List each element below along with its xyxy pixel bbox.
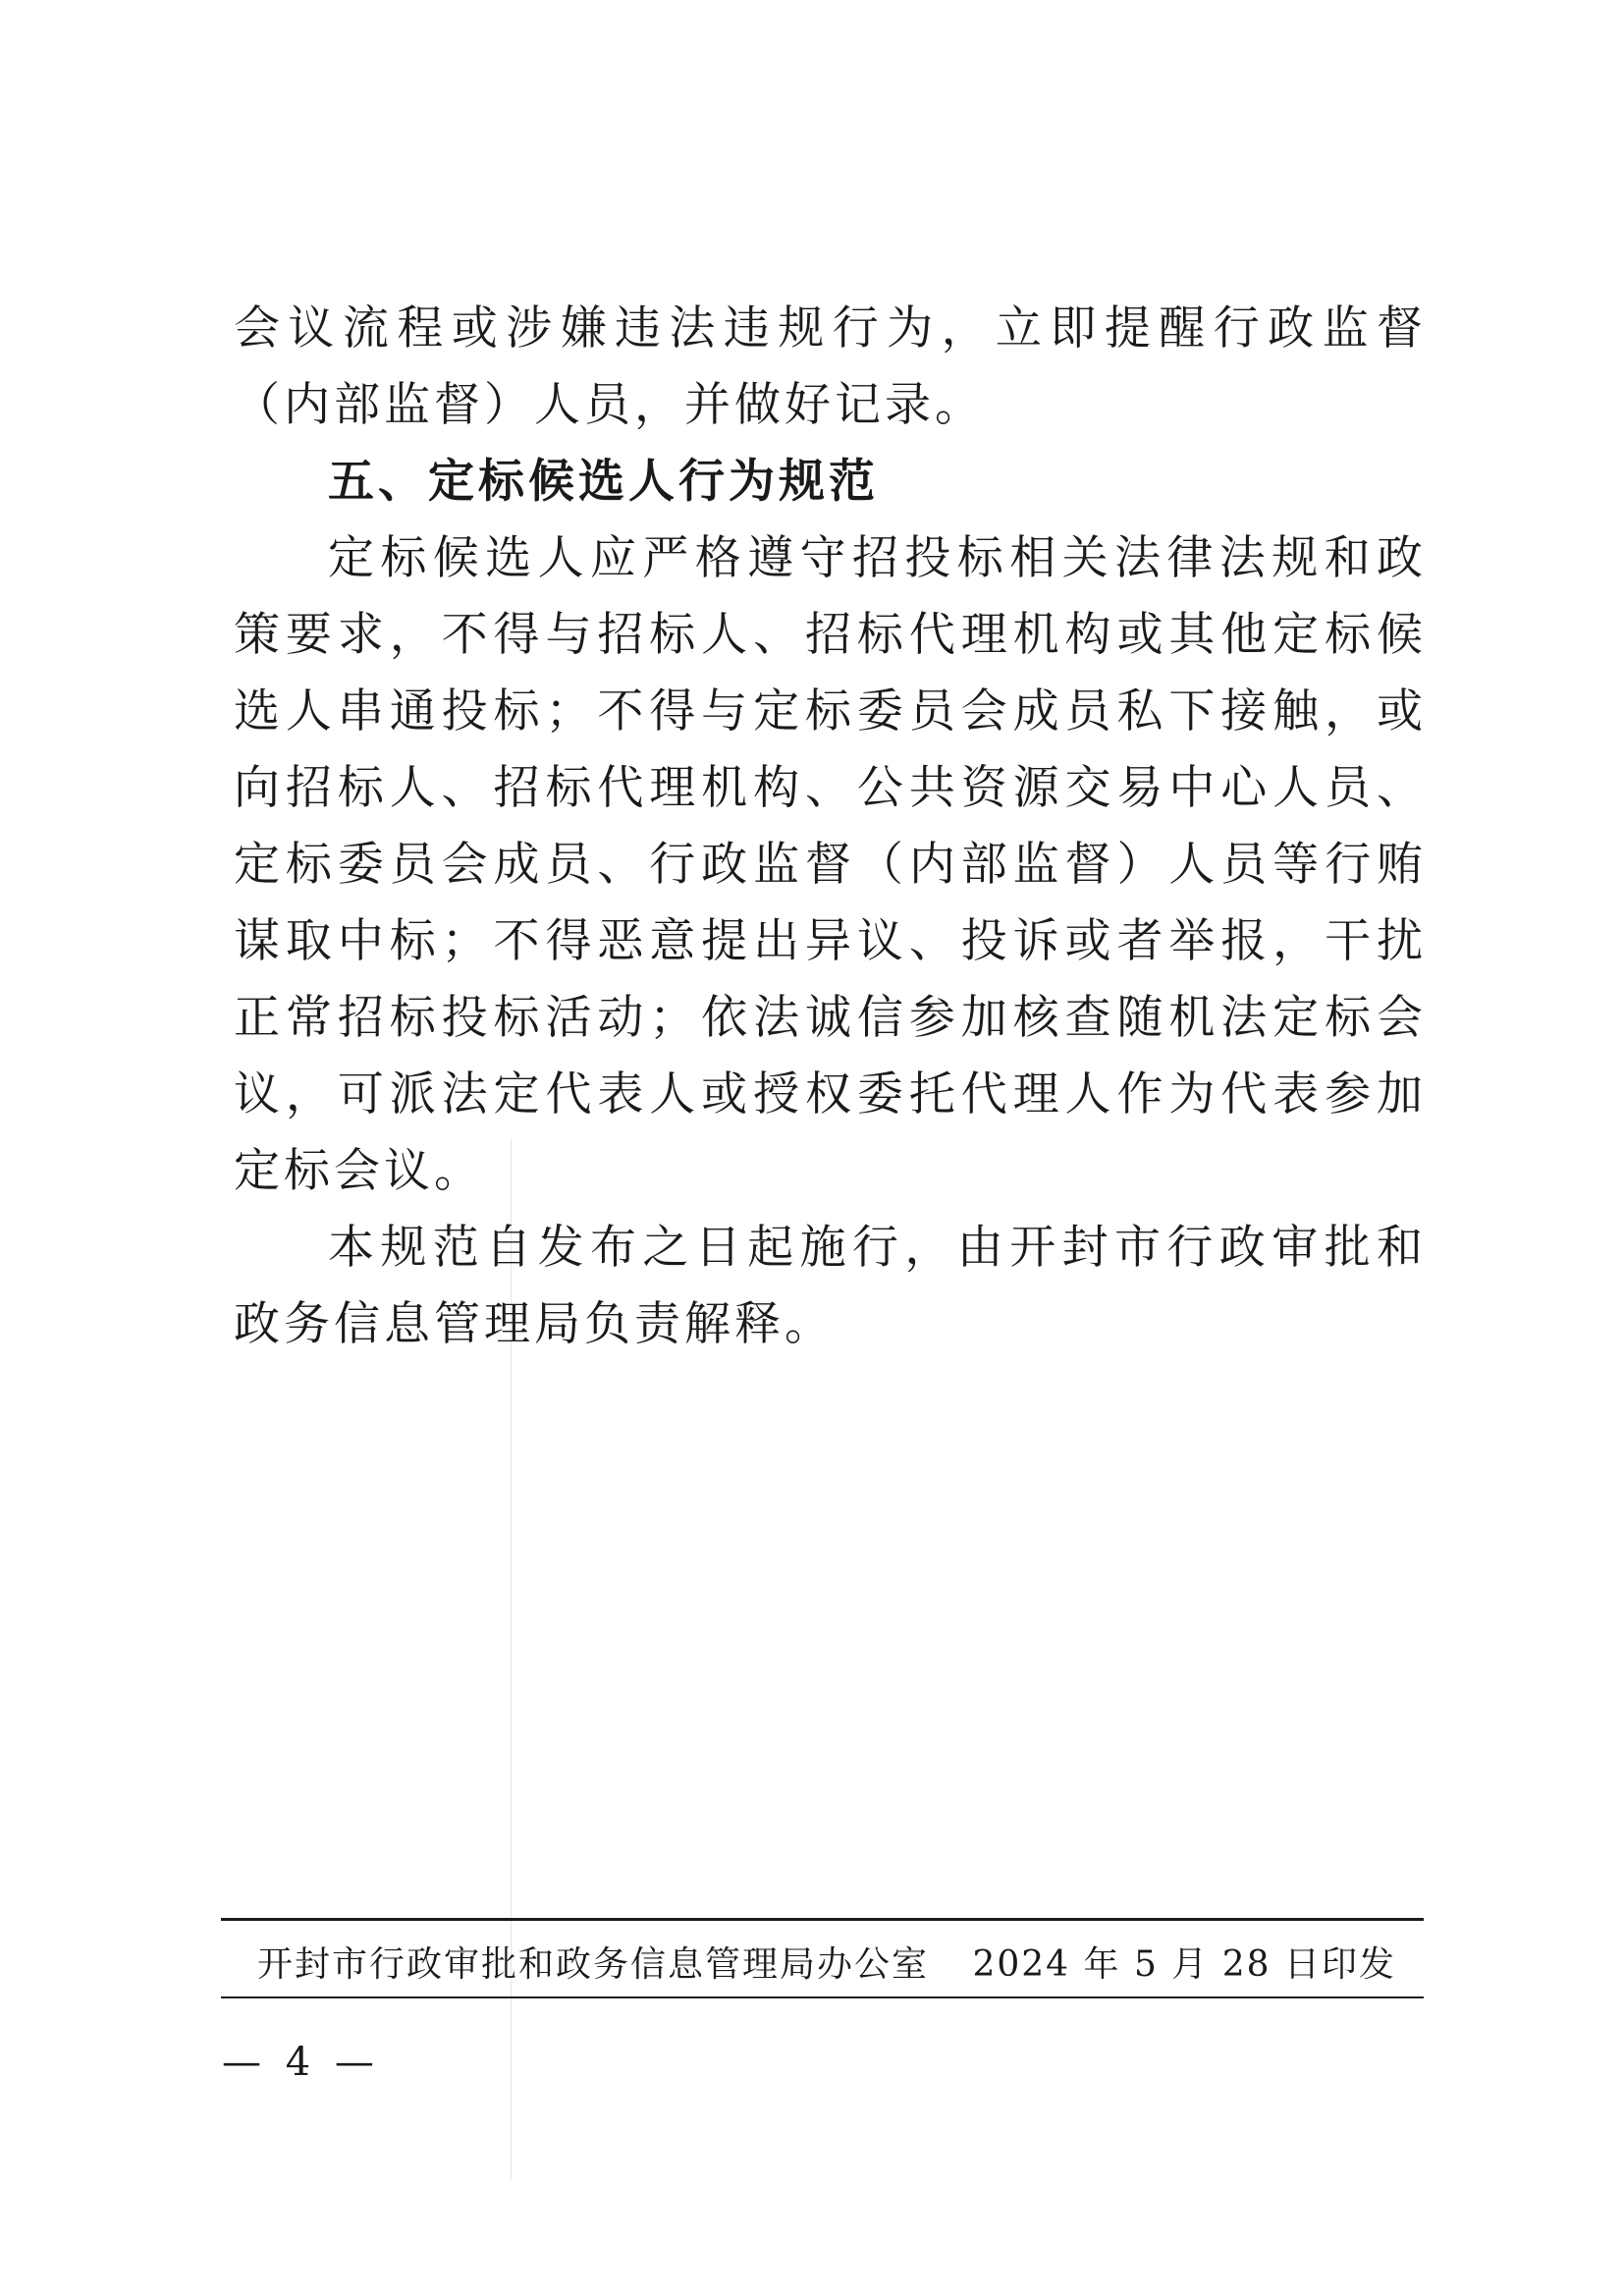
footer-bottom-rule	[221, 1996, 1424, 1998]
footer-top-rule	[221, 1918, 1424, 1921]
document-body	[234, 291, 1427, 1363]
footer-issuer: 开封市行政审批和政务信息管理局办公室	[257, 1944, 930, 1985]
footer-issue-date: 2024 年 5 月 28 日印发	[972, 1944, 1396, 1985]
page-number: — 4 —	[222, 2040, 380, 2085]
scan-artifact-line	[511, 1139, 512, 2180]
footer-imprint	[257, 1941, 1396, 1990]
closing-paragraph: 本规范自发布之日起施行，由开封市行政审批和政务信息管理局负责解释。	[234, 1221, 1427, 1351]
continuation-paragraph: 会议流程或涉嫌违法违规行为，立即提醒行政监督（内部监督）人员，并做好记录。	[234, 301, 1427, 432]
section-body-paragraph: 定标候选人应严格遵守招投标相关法律法规和政策要求，不得与招标人、招标代理机构或其他定标候选人串通投标；不得与定标委员会成员私下接触，或向招标人、招标代理机构、公共资源交易中心人员、定标委员会成员、行政监督（内部监督）人员等行贿谋取中标；不得恶意提出异议、投诉或者举报，干扰正常招标投标活动；依法诚信参加核查随机法定标会议，可派法定代表人或授权委托代理人作为代表参加定标会议。	[234, 531, 1427, 1198]
section-heading: 五、定标候选人行为规范	[328, 455, 879, 509]
